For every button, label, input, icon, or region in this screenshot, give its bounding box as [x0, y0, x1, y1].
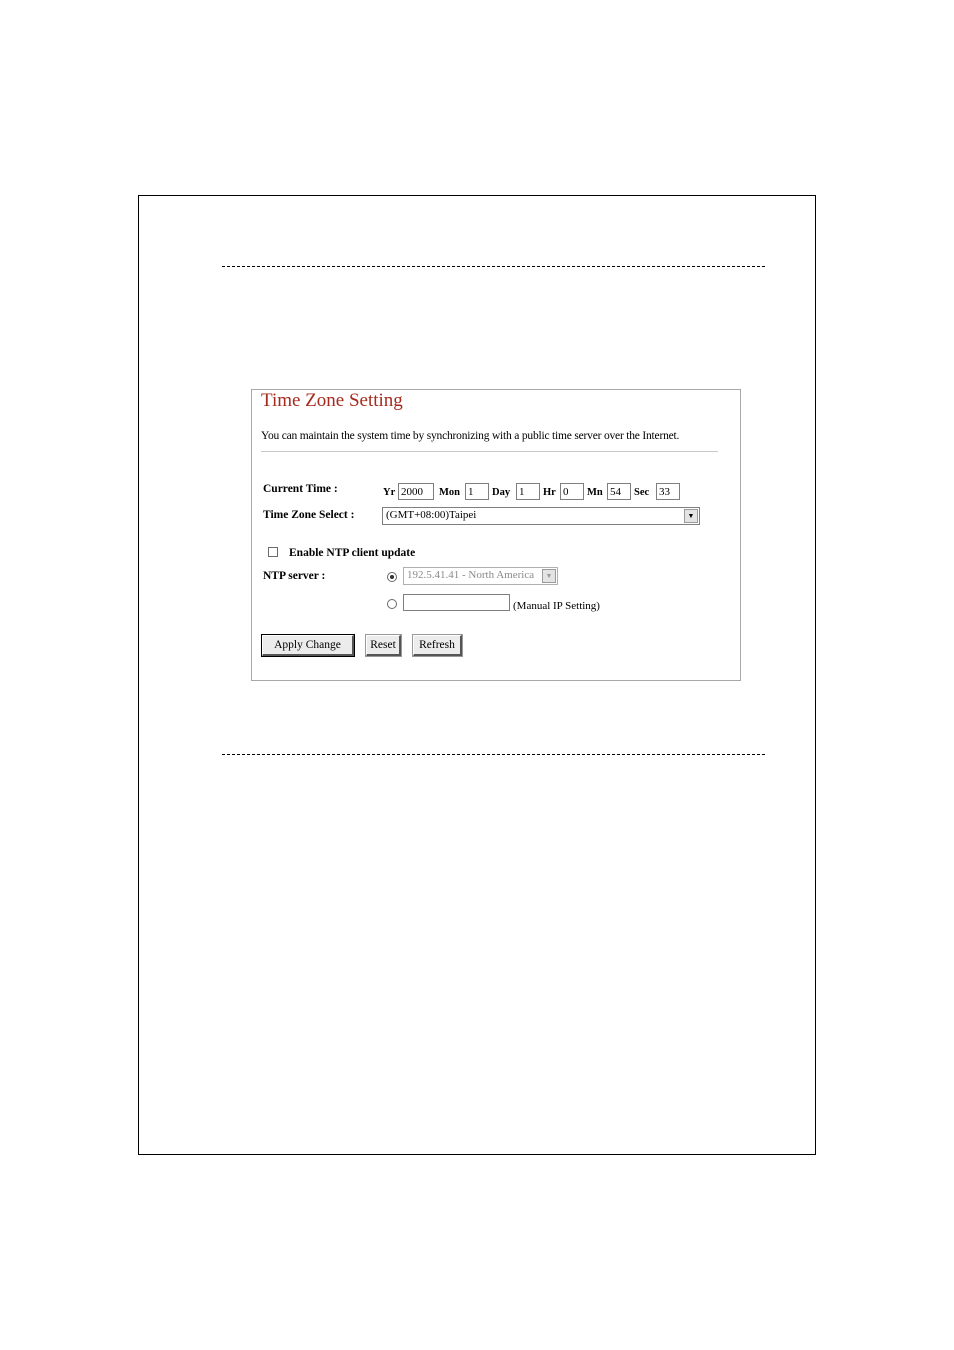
ntp-server-label: NTP server :: [263, 570, 326, 582]
panel-title: Time Zone Setting: [261, 390, 403, 411]
mon-label: Mon: [439, 487, 460, 498]
chevron-down-icon[interactable]: ▼: [542, 569, 556, 583]
refresh-button[interactable]: Refresh: [413, 635, 462, 656]
ntp-server-selected-value: 192.5.41.41 - North America: [407, 569, 535, 581]
apply-change-button[interactable]: Apply Change: [262, 635, 354, 656]
second-input[interactable]: [656, 483, 680, 500]
enable-ntp-checkbox[interactable]: [268, 547, 278, 557]
manual-ip-input[interactable]: [403, 594, 510, 611]
enable-ntp-label: Enable NTP client update: [289, 547, 416, 559]
day-input[interactable]: [516, 483, 540, 500]
reset-button[interactable]: Reset: [366, 635, 401, 656]
manual-ip-label: (Manual IP Setting): [513, 600, 600, 612]
minute-input[interactable]: [607, 483, 631, 500]
month-input[interactable]: [465, 483, 489, 500]
day-label: Day: [492, 487, 511, 498]
year-input[interactable]: [398, 483, 434, 500]
time-zone-setting-panel: [251, 389, 741, 681]
panel-description: You can maintain the system time by synchronizing with a public time server over the Internet.: [261, 430, 680, 442]
panel-divider: [261, 451, 718, 452]
mn-label: Mn: [587, 487, 603, 498]
sec-label: Sec: [634, 487, 650, 498]
current-time-label: Current Time :: [263, 483, 338, 495]
time-zone-selected-value: (GMT+08:00)Taipei: [386, 509, 477, 521]
bottom-dashed-rule: [222, 754, 765, 755]
ntp-server-list-radio[interactable]: [387, 572, 397, 582]
hour-input[interactable]: [560, 483, 584, 500]
ntp-server-select[interactable]: [403, 567, 558, 585]
top-dashed-rule: [222, 266, 765, 267]
hr-label: Hr: [543, 487, 556, 498]
ntp-manual-radio[interactable]: [387, 599, 397, 609]
yr-label: Yr: [383, 487, 396, 498]
time-zone-select-label: Time Zone Select :: [263, 509, 355, 521]
chevron-down-icon[interactable]: ▼: [684, 509, 698, 523]
time-zone-select[interactable]: [382, 507, 700, 525]
